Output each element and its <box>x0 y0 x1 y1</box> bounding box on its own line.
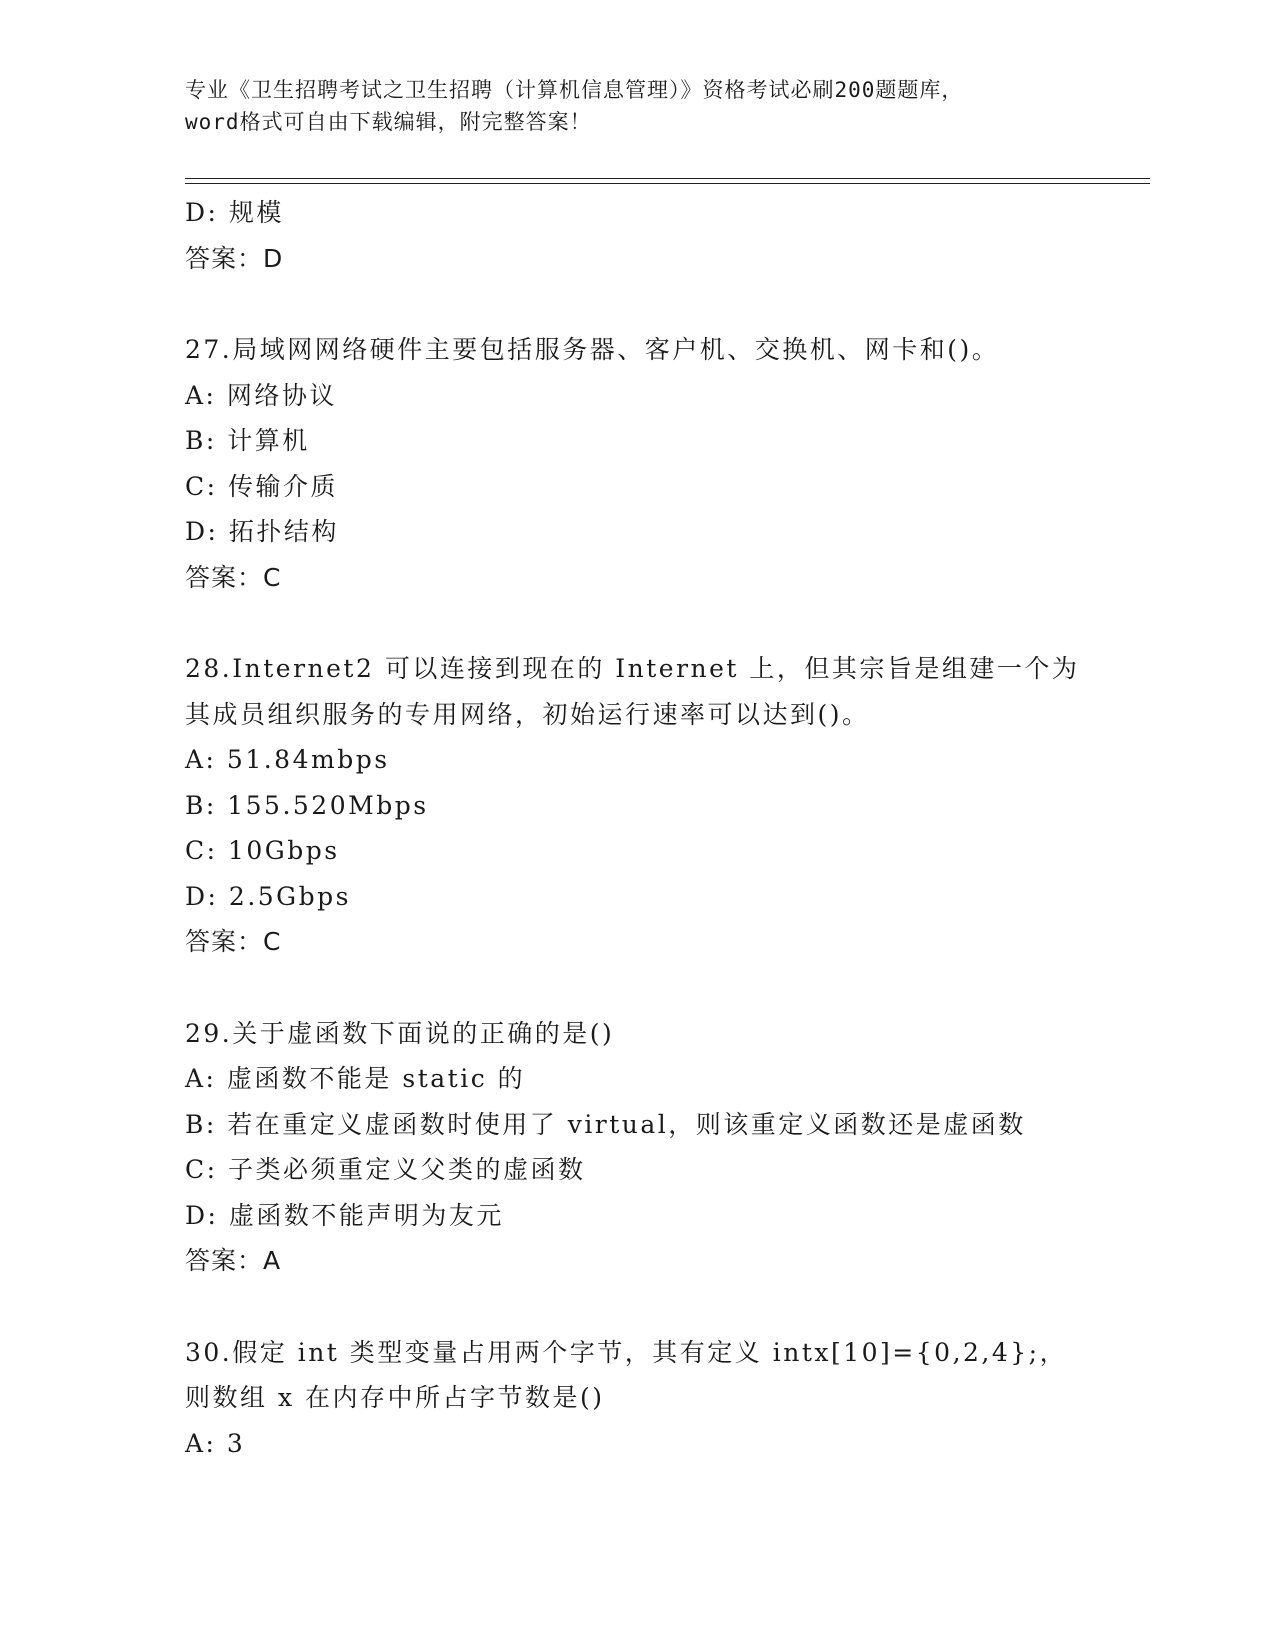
q29-option-b: B: 若在重定义虚函数时使用了 virtual，则该重定义函数还是虚函数 <box>185 1109 1026 1139</box>
prev-option-d: D: 规模 <box>185 198 284 227</box>
q29-option-d: D: 虚函数不能声明为友元 <box>185 1200 504 1230</box>
q28-option-d: D: 2.5Gbps <box>185 881 351 911</box>
question-content <box>185 190 1125 1466</box>
spacer <box>185 965 1125 1011</box>
q27-option-c: C: 传输介质 <box>185 471 338 501</box>
q28-stem-line-2: 其成员组织服务的专用网络，初始运行速率可以达到()。 <box>185 699 870 729</box>
q28-answer: 答案：C <box>185 927 282 956</box>
q27-stem: 27.局域网网络硬件主要包括服务器、客户机、交换机、网卡和()。 <box>185 335 1000 364</box>
header-line-2: word格式可自由下载编辑，附完整答案！ <box>185 110 592 134</box>
q29-answer: 答案：A <box>185 1246 282 1275</box>
q27-answer: 答案：C <box>185 562 282 592</box>
document-header <box>185 74 1085 138</box>
q30-stem-line-2: 则数组 x 在内存中所占字节数是() <box>185 1383 605 1412</box>
header-line-1: 专业《卫生招聘考试之卫生招聘（计算机信息管理）》资格考试必刷200题题库， <box>185 78 964 102</box>
q27-option-b: B: 计算机 <box>185 426 310 455</box>
q28-option-a: A: 51.84mbps <box>185 745 390 774</box>
q29-option-a: A: 虚函数不能是 static 的 <box>185 1064 526 1093</box>
spacer <box>185 600 1125 646</box>
spacer <box>185 1284 1125 1330</box>
q28-stem-line-1: 28.Internet2 可以连接到现在的 Internet 上，但其宗旨是组建一个为 <box>185 654 1080 683</box>
spacer <box>185 281 1125 327</box>
q29-option-c: C: 子类必须重定义父类的虚函数 <box>185 1155 586 1184</box>
q29-stem: 29.关于虚函数下面说的正确的是() <box>185 1018 615 1048</box>
prev-answer: 答案：D <box>185 243 284 273</box>
q27-option-d: D: 拓扑结构 <box>185 517 339 546</box>
header-divider-top <box>185 178 1150 179</box>
q28-option-b: B: 155.520Mbps <box>185 790 429 820</box>
q27-option-a: A: 网络协议 <box>185 380 337 410</box>
q30-option-a: A: 3 <box>185 1428 246 1458</box>
header-divider-bottom <box>185 183 1150 184</box>
q28-option-c: C: 10Gbps <box>185 836 340 865</box>
q30-stem-line-1: 30.假定 int 类型变量占用两个字节，其有定义 intx[10]={0,2,4};， <box>185 1337 1068 1367</box>
